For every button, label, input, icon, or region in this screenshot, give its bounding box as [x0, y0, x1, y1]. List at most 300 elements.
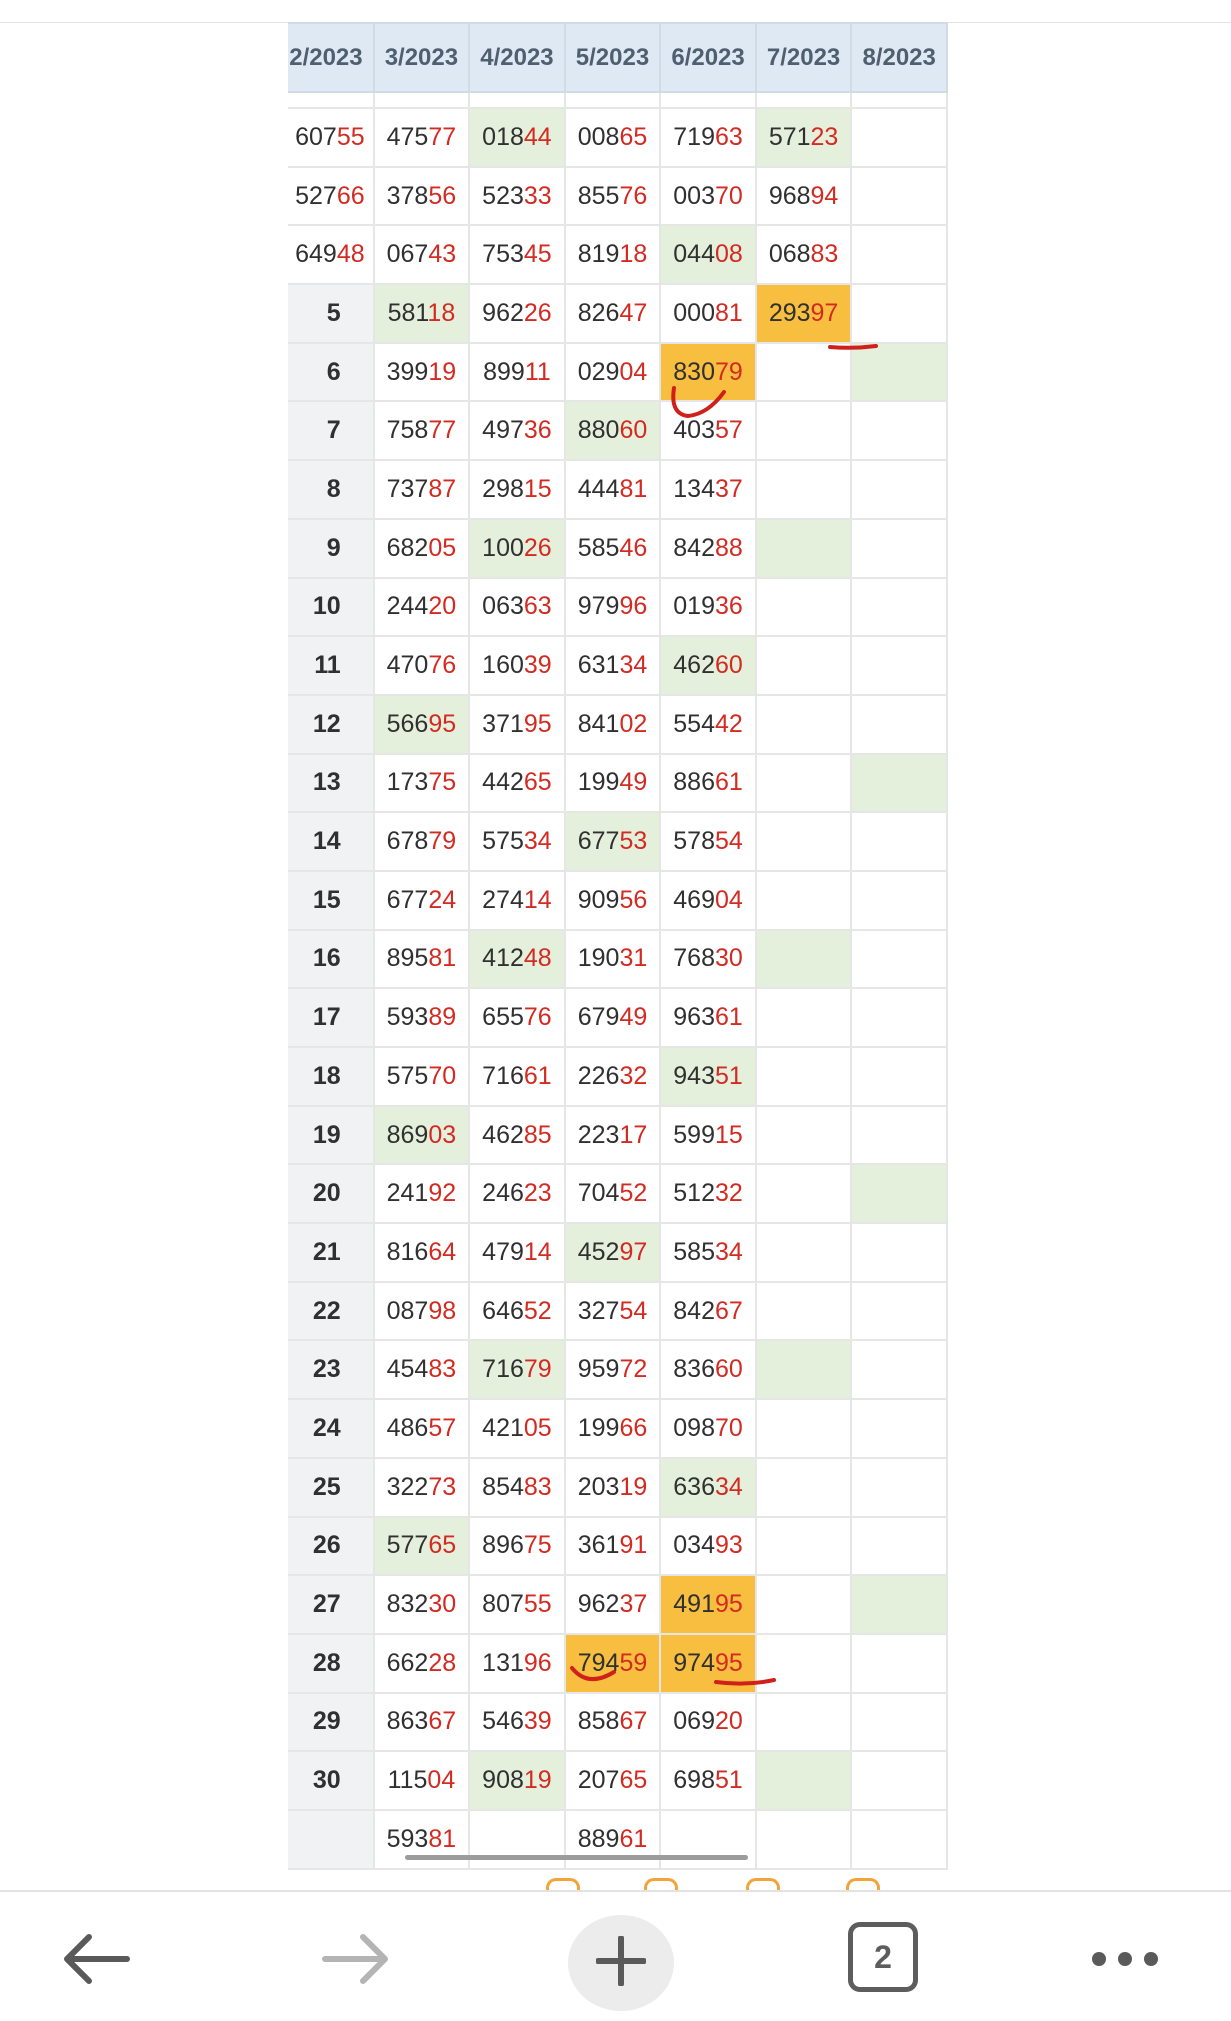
result-cell[interactable] [660, 930, 756, 989]
result-cell[interactable] [660, 988, 756, 1047]
table-row [288, 1282, 947, 1341]
forward-button[interactable] [312, 1914, 402, 2004]
result-cell[interactable] [756, 284, 852, 343]
result-tail-digits: 30 [428, 1590, 457, 1619]
empty-cell[interactable] [851, 1047, 947, 1106]
empty-cell[interactable] [756, 401, 852, 460]
result-cell[interactable] [565, 578, 661, 637]
result-tail-digits: 63 [714, 122, 743, 151]
result-head-digits: 293 [768, 298, 811, 327]
empty-cell[interactable] [756, 1282, 852, 1341]
result-tail-digits: 61 [714, 768, 743, 797]
result-tail-digits: 61 [619, 1824, 648, 1853]
result-cell[interactable] [374, 1164, 470, 1223]
result-cell[interactable] [469, 695, 565, 754]
result-head-digits: 566 [386, 709, 429, 738]
month-header[interactable]: 5/2023 [565, 23, 661, 92]
empty-cell[interactable] [851, 1223, 947, 1282]
empty-cell[interactable] [851, 812, 947, 871]
table-row [288, 1164, 947, 1223]
result-head-digits: 399 [386, 357, 429, 386]
empty-cell[interactable] [851, 1810, 947, 1869]
result-cell[interactable] [374, 695, 470, 754]
empty-cell[interactable] [756, 636, 852, 695]
result-head-digits: 963 [673, 1003, 715, 1032]
result-cell[interactable] [565, 1458, 661, 1517]
result-cell[interactable] [660, 1399, 756, 1458]
result-head-digits: 298 [482, 474, 524, 503]
result-cell[interactable] [469, 1517, 565, 1576]
result-cell[interactable] [469, 578, 565, 637]
result-cell[interactable] [469, 1340, 565, 1399]
day-label: 16 [288, 930, 374, 989]
result-head-digits: 190 [577, 944, 620, 973]
result-cell[interactable] [374, 812, 470, 871]
result-cell[interactable] [565, 1751, 661, 1810]
empty-cell[interactable] [756, 754, 852, 813]
result-cell[interactable] [374, 225, 470, 284]
result-cell[interactable] [565, 284, 661, 343]
result-tail-digits: 87 [428, 474, 457, 503]
result-cell[interactable] [565, 225, 661, 284]
empty-cell[interactable] [756, 519, 852, 578]
table-row [288, 519, 947, 578]
result-tail-digits: 23 [810, 122, 839, 151]
result-cell[interactable] [374, 1693, 470, 1752]
empty-cell[interactable] [851, 578, 947, 637]
empty-cell[interactable] [756, 1810, 852, 1869]
empty-cell[interactable] [756, 871, 852, 930]
month-header[interactable]: 7/2023 [756, 23, 852, 92]
result-head-digits: 322 [386, 1472, 429, 1501]
result-tail-digits: 60 [714, 651, 743, 680]
result-cell[interactable] [660, 1106, 756, 1165]
result-cell[interactable] [660, 519, 756, 578]
empty-cell[interactable] [756, 1106, 852, 1165]
partial-icon [846, 1878, 880, 1890]
result-head-digits: 527 [295, 181, 337, 210]
empty-cell[interactable] [851, 871, 947, 930]
result-cell[interactable] [660, 812, 756, 871]
result-tail-digits: 23 [523, 1179, 552, 1208]
result-cell[interactable] [660, 460, 756, 519]
day-label: 26 [288, 1517, 374, 1576]
result-cell[interactable] [660, 108, 756, 167]
result-cell[interactable] [660, 636, 756, 695]
result-cell[interactable] [469, 284, 565, 343]
result-tail-digits: 79 [428, 827, 457, 856]
result-tail-digits: 75 [428, 768, 457, 797]
result-tail-digits: 19 [619, 1472, 648, 1501]
result-tail-digits: 18 [427, 298, 456, 327]
empty-cell[interactable] [851, 1164, 947, 1223]
results-table-viewport[interactable] [288, 22, 960, 1890]
result-head-digits: 704 [577, 1179, 620, 1208]
day-label: 5 [288, 284, 374, 343]
result-cell[interactable] [565, 1164, 661, 1223]
table-row [288, 1517, 947, 1576]
back-button[interactable] [50, 1914, 140, 2004]
result-cell[interactable] [565, 695, 661, 754]
result-head-digits: 959 [577, 1355, 620, 1384]
empty-cell[interactable] [756, 1047, 852, 1106]
empty-cell[interactable] [851, 1517, 947, 1576]
empty-cell[interactable] [756, 1223, 852, 1282]
result-cell[interactable] [374, 1575, 470, 1634]
result-cell[interactable] [469, 108, 565, 167]
result-cell[interactable] [374, 519, 470, 578]
result-cell[interactable] [565, 1106, 661, 1165]
result-head-digits: 649 [295, 240, 337, 269]
result-cell[interactable] [469, 519, 565, 578]
result-cell[interactable] [756, 108, 852, 167]
result-cell[interactable] [469, 1047, 565, 1106]
result-head-digits: 678 [386, 827, 429, 856]
result-tail-digits: 76 [523, 1003, 552, 1032]
result-cell[interactable] [469, 225, 565, 284]
result-cell[interactable] [565, 167, 661, 226]
result-head-digits: 816 [386, 1237, 429, 1266]
result-tail-digits: 37 [714, 474, 743, 503]
empty-cell[interactable] [851, 1751, 947, 1810]
result-cell[interactable] [374, 871, 470, 930]
result-cell[interactable] [660, 1340, 756, 1399]
empty-cell[interactable] [851, 1282, 947, 1341]
table-row [288, 401, 947, 460]
result-head-digits: 087 [386, 1296, 429, 1325]
result-tail-digits: 49 [619, 1003, 648, 1032]
result-cell[interactable] [660, 1223, 756, 1282]
result-cell[interactable] [469, 636, 565, 695]
result-cell[interactable] [469, 1282, 565, 1341]
result-cell[interactable] [374, 1751, 470, 1810]
result-cell[interactable] [374, 401, 470, 460]
result-cell[interactable] [565, 930, 661, 989]
result-tail-digits: 61 [523, 1061, 552, 1090]
empty-cell[interactable] [851, 167, 947, 226]
result-head-digits: 807 [482, 1590, 524, 1619]
result-tail-digits: 76 [428, 651, 457, 680]
month-header[interactable]: 3/2023 [374, 23, 470, 92]
result-head-digits: 716 [482, 1355, 524, 1384]
result-head-digits: 173 [386, 768, 429, 797]
result-head-digits: 636 [673, 1472, 715, 1501]
result-cell[interactable] [565, 108, 661, 167]
result-tail-digits: 95 [523, 709, 552, 738]
result-tail-digits: 45 [523, 240, 552, 269]
result-head-digits: 943 [673, 1061, 715, 1090]
result-cell[interactable] [469, 1458, 565, 1517]
empty-cell[interactable] [756, 1517, 852, 1576]
result-cell[interactable] [469, 401, 565, 460]
result-cell[interactable] [660, 225, 756, 284]
result-cell[interactable] [469, 167, 565, 226]
result-tail-digits: 53 [619, 827, 648, 856]
empty-cell[interactable] [851, 1106, 947, 1165]
result-head-digits: 067 [386, 240, 429, 269]
result-tail-digits: 77 [428, 122, 457, 151]
result-cell[interactable] [660, 1751, 756, 1810]
result-cell[interactable] [374, 1517, 470, 1576]
result-head-digits: 008 [577, 122, 620, 151]
result-tail-digits: 04 [714, 885, 743, 914]
empty-cell[interactable] [851, 108, 947, 167]
result-head-digits: 546 [482, 1707, 524, 1736]
result-cell[interactable] [565, 1223, 661, 1282]
result-tail-digits: 83 [810, 240, 839, 269]
result-cell[interactable] [469, 988, 565, 1047]
day-label: 12 [288, 695, 374, 754]
result-tail-digits: 97 [619, 1237, 648, 1266]
result-cell[interactable] [565, 871, 661, 930]
result-cell[interactable] [288, 167, 374, 226]
result-cell[interactable] [374, 930, 470, 989]
result-head-digits: 908 [482, 1766, 524, 1795]
result-tail-digits: 85 [523, 1120, 552, 1149]
table-row [288, 1106, 947, 1165]
result-cell[interactable] [288, 108, 374, 167]
table-row [288, 988, 947, 1047]
result-cell[interactable] [469, 343, 565, 402]
result-tail-digits: 36 [523, 416, 552, 445]
result-tail-digits: 20 [428, 592, 457, 621]
result-cell[interactable] [469, 1106, 565, 1165]
result-cell[interactable] [469, 1751, 565, 1810]
pen-hook-mark [668, 384, 728, 429]
result-tail-digits: 66 [619, 1413, 648, 1442]
result-head-digits: 585 [673, 1237, 715, 1266]
empty-cell[interactable] [756, 988, 852, 1047]
result-cell[interactable] [660, 284, 756, 343]
result-tail-digits: 55 [523, 1590, 552, 1619]
result-cell[interactable] [565, 1399, 661, 1458]
empty-cell[interactable] [756, 460, 852, 519]
result-cell[interactable] [374, 167, 470, 226]
empty-cell[interactable] [851, 401, 947, 460]
result-head-digits: 698 [673, 1766, 715, 1795]
result-head-digits: 768 [673, 944, 715, 973]
month-header[interactable]: 4/2023 [469, 23, 565, 92]
day-label: 15 [288, 871, 374, 930]
result-cell[interactable] [565, 1693, 661, 1752]
result-tail-digits: 31 [619, 944, 648, 973]
empty-cell[interactable] [851, 636, 947, 695]
result-cell[interactable] [469, 460, 565, 519]
result-cell[interactable] [660, 1164, 756, 1223]
result-cell[interactable] [469, 812, 565, 871]
tab-switcher-button[interactable] [848, 1922, 918, 1992]
month-header[interactable]: 2/2023 [288, 23, 374, 92]
result-head-digits: 274 [482, 885, 524, 914]
result-cell[interactable] [660, 1047, 756, 1106]
horizontal-scrollbar[interactable] [405, 1855, 748, 1860]
result-head-digits: 737 [386, 474, 429, 503]
result-cell[interactable] [756, 167, 852, 226]
result-cell[interactable] [374, 1223, 470, 1282]
result-tail-digits: 11 [524, 357, 551, 386]
table-row [288, 578, 947, 637]
result-cell[interactable] [565, 1340, 661, 1399]
result-tail-digits: 59 [619, 1648, 648, 1677]
result-cell[interactable] [660, 578, 756, 637]
result-cell[interactable] [565, 812, 661, 871]
result-head-digits: 886 [673, 768, 715, 797]
result-cell[interactable] [660, 1575, 756, 1634]
result-tail-digits: 47 [619, 298, 648, 327]
empty-cell[interactable] [851, 695, 947, 754]
result-head-digits: 571 [768, 122, 811, 151]
result-cell[interactable] [374, 578, 470, 637]
empty-cell[interactable] [851, 1575, 947, 1634]
result-cell[interactable] [660, 1458, 756, 1517]
result-tail-digits: 65 [428, 1531, 457, 1560]
result-head-digits: 378 [386, 181, 429, 210]
empty-cell[interactable] [756, 1575, 852, 1634]
result-cell[interactable] [469, 754, 565, 813]
result-tail-digits: 49 [619, 768, 648, 797]
more-menu-button[interactable] [1080, 1914, 1170, 2004]
empty-cell[interactable] [756, 1399, 852, 1458]
result-cell[interactable] [374, 1458, 470, 1517]
result-cell[interactable] [374, 1340, 470, 1399]
month-header[interactable]: 6/2023 [660, 23, 756, 92]
result-head-digits: 029 [577, 357, 620, 386]
result-cell[interactable] [660, 871, 756, 930]
result-cell[interactable] [565, 988, 661, 1047]
table-row [288, 812, 947, 871]
result-cell[interactable] [660, 1517, 756, 1576]
result-cell[interactable] [374, 460, 470, 519]
result-tail-digits: 15 [523, 474, 552, 503]
empty-cell[interactable] [756, 1693, 852, 1752]
result-cell[interactable] [660, 754, 756, 813]
result-tail-digits: 34 [523, 827, 552, 856]
empty-cell[interactable] [851, 1634, 947, 1693]
day-label: 17 [288, 988, 374, 1047]
result-head-digits: 899 [483, 357, 525, 386]
result-cell[interactable] [565, 1517, 661, 1576]
result-cell[interactable] [374, 988, 470, 1047]
result-cell[interactable] [565, 343, 661, 402]
result-tail-digits: 57 [714, 416, 743, 445]
empty-cell[interactable] [756, 1164, 852, 1223]
result-cell[interactable] [565, 636, 661, 695]
empty-cell[interactable] [756, 930, 852, 989]
result-cell[interactable] [660, 695, 756, 754]
result-cell[interactable] [565, 519, 661, 578]
empty-cell[interactable] [851, 988, 947, 1047]
result-cell[interactable] [565, 1282, 661, 1341]
result-cell[interactable] [469, 871, 565, 930]
month-header[interactable]: 8/2023 [851, 23, 947, 92]
result-cell[interactable] [660, 167, 756, 226]
empty-cell[interactable] [851, 519, 947, 578]
result-tail-digits: 26 [523, 533, 552, 562]
result-cell[interactable] [374, 1282, 470, 1341]
result-cell[interactable] [374, 108, 470, 167]
result-cell[interactable] [469, 1693, 565, 1752]
result-head-digits: 880 [577, 416, 620, 445]
result-cell[interactable] [374, 1399, 470, 1458]
result-head-digits: 716 [482, 1061, 524, 1090]
result-tail-digits: 65 [523, 768, 552, 797]
result-head-digits: 452 [577, 1237, 620, 1266]
empty-cell[interactable] [851, 754, 947, 813]
empty-cell[interactable] [851, 1340, 947, 1399]
result-cell[interactable] [660, 1282, 756, 1341]
result-tail-digits: 65 [619, 122, 648, 151]
new-tab-button[interactable] [568, 1915, 674, 2011]
result-cell[interactable] [565, 754, 661, 813]
result-head-digits: 662 [386, 1648, 429, 1677]
table-row [288, 167, 947, 226]
empty-cell[interactable] [851, 284, 947, 343]
empty-cell[interactable] [851, 1693, 947, 1752]
empty-cell[interactable] [851, 930, 947, 989]
result-tail-digits: 70 [714, 181, 743, 210]
empty-cell[interactable] [756, 578, 852, 637]
result-cell[interactable] [565, 1047, 661, 1106]
result-cell[interactable] [374, 343, 470, 402]
result-cell[interactable] [469, 930, 565, 989]
day-label: 13 [288, 754, 374, 813]
result-tail-digits: 33 [523, 181, 552, 210]
result-tail-digits: 08 [714, 240, 743, 269]
empty-cell[interactable] [756, 1340, 852, 1399]
empty-cell[interactable] [851, 225, 947, 284]
result-cell[interactable] [660, 1693, 756, 1752]
result-tail-digits: 26 [523, 298, 552, 327]
empty-cell[interactable] [851, 460, 947, 519]
empty-cell[interactable] [756, 1751, 852, 1810]
result-head-digits: 019 [673, 592, 715, 621]
result-cell[interactable] [469, 1223, 565, 1282]
result-head-digits: 889 [577, 1824, 620, 1853]
result-tail-digits: 67 [714, 1296, 743, 1325]
result-cell[interactable] [469, 1164, 565, 1223]
result-cell[interactable] [469, 1399, 565, 1458]
partial-icon [546, 1878, 580, 1890]
empty-cell[interactable] [756, 812, 852, 871]
result-tail-digits: 32 [714, 1179, 743, 1208]
result-tail-digits: 52 [523, 1296, 552, 1325]
result-head-digits: 412 [482, 944, 524, 973]
result-cell[interactable] [374, 284, 470, 343]
result-cell[interactable] [565, 401, 661, 460]
result-cell[interactable] [756, 225, 852, 284]
result-cell[interactable] [374, 1047, 470, 1106]
empty-cell[interactable] [851, 1458, 947, 1517]
result-tail-digits: 32 [619, 1061, 648, 1090]
table-header-row [288, 23, 947, 92]
result-cell[interactable] [288, 225, 374, 284]
result-cell[interactable] [374, 1634, 470, 1693]
result-tail-digits: 04 [619, 357, 648, 386]
result-cell[interactable] [565, 1575, 661, 1634]
result-cell[interactable] [469, 1634, 565, 1693]
result-cell[interactable] [374, 636, 470, 695]
result-head-digits: 677 [386, 885, 429, 914]
empty-cell[interactable] [756, 1458, 852, 1517]
empty-cell[interactable] [756, 695, 852, 754]
result-tail-digits: 94 [810, 181, 839, 210]
empty-cell[interactable] [851, 1399, 947, 1458]
result-cell[interactable] [565, 460, 661, 519]
result-cell[interactable] [374, 754, 470, 813]
result-cell[interactable] [374, 1106, 470, 1165]
table-row [288, 225, 947, 284]
result-cell[interactable] [469, 1575, 565, 1634]
